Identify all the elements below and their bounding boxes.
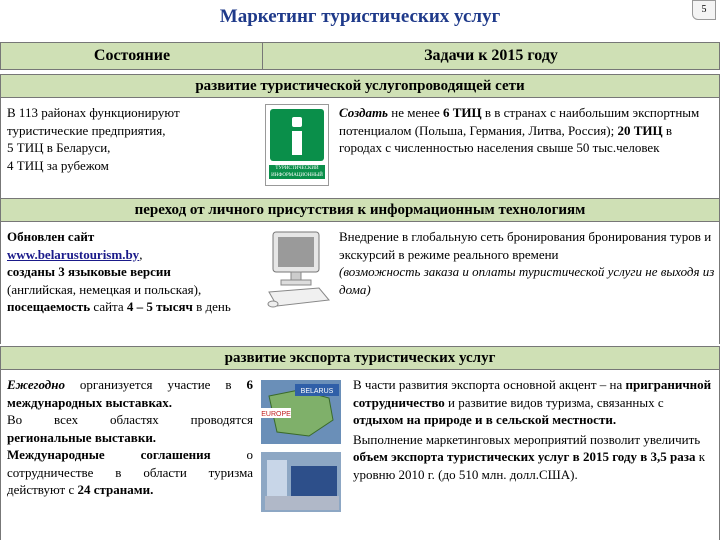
it-status-text-day: в день <box>192 299 231 314</box>
network-task-text-2: в в странах с наибольшим экспортным потенциалом (Польша, Германия, Литва, Россия); <box>339 105 700 138</box>
export-agreements: Международные соглашения <box>7 447 211 462</box>
export-text-2: Во всех областях проводятся <box>7 412 253 427</box>
export-task-text <box>353 376 717 483</box>
it-status-visits-value: 4 – 5 тысяч <box>126 299 193 314</box>
page-number: 5 <box>692 0 716 20</box>
it-task-text <box>339 228 717 298</box>
column-header-tasks: Задачи к 2015 году <box>424 47 558 64</box>
network-task-text <box>339 104 717 157</box>
export-task-border: приграничной сотрудничество <box>353 377 712 410</box>
it-task-online-order: (возможность заказа и оплаты туристической услуги не выходя из дома) <box>339 264 715 297</box>
section-band-network: развитие туристической услугопроводящей сети <box>0 74 720 98</box>
export-regional: региональные выставки. <box>7 429 157 445</box>
export-task-nature: отдыхом на природе и в сельской местности. <box>353 412 617 427</box>
network-status-line-4: 4 ТИЦ за рубежом <box>7 157 109 173</box>
export-task-text-2: и развитие видов туризма, связанных с <box>444 394 664 410</box>
export-task-volume: объем экспорта туристических услуг в 2015 году в 3,5 раза <box>353 449 696 464</box>
export-24-countries: 24 странами. <box>77 482 154 497</box>
site-link[interactable]: www.belarustourism.by <box>7 246 140 262</box>
it-status-line-1: Обновлен сайт <box>7 229 95 244</box>
column-header-row <box>0 42 720 70</box>
network-task-6tic: 6 ТИЦ <box>442 105 482 120</box>
network-task-text-1: не менее <box>388 105 443 120</box>
network-task-20tic: 20 ТИЦ <box>617 122 663 138</box>
network-task-text-3: в городах с численностью населения свыше 50 тыс.человек <box>339 122 672 155</box>
network-task-create: Создать <box>339 105 388 120</box>
section-it <box>0 222 720 344</box>
it-status-text-site: сайта <box>90 299 127 314</box>
section-export <box>0 370 720 540</box>
export-text-3: о сотрудничестве в области туризма действуют с <box>7 447 253 497</box>
it-status-line-4: (английская, немецкая и польская), <box>7 281 202 297</box>
export-task-text-3: Выполнение маркетинговых мероприятий позволит увеличить <box>353 431 701 447</box>
network-status-line-3: 5 ТИЦ в Беларуси, <box>7 140 111 155</box>
section-band-export: развитие экспорта туристических услуг <box>0 346 720 370</box>
it-status-line-3: созданы 3 языковые версии <box>7 264 171 279</box>
it-status-text <box>7 228 259 316</box>
network-status-line-1: В 113 районах функционируют <box>7 105 180 120</box>
export-yearly: Ежегодно <box>7 377 65 392</box>
tic-icon-caption: ТУРИСТИЧЕСКИЙ ИНФОРМАЦИОННЫЙ <box>269 165 325 179</box>
network-status-line-2: туристические предприятия, <box>7 122 166 138</box>
export-text-1: организуется участие в <box>64 377 247 392</box>
tic-info-icon <box>265 104 329 186</box>
export-task-text-1: В части развития экспорта основной акцент – на <box>353 377 626 392</box>
column-header-state: Состояние <box>93 47 171 64</box>
export-task-text-4: к уровню 2010 г. (до 510 млн. долл.США). <box>353 449 706 482</box>
europe-label: EUROPE <box>261 411 291 418</box>
exhibition-photo-collage <box>259 376 343 516</box>
it-status-visits-label: посещаемость <box>7 299 91 314</box>
export-6-exhibitions: 6 международных выставках. <box>7 377 253 410</box>
export-status-text <box>7 376 253 499</box>
belarus-label: BELARUS <box>300 388 334 395</box>
section-network <box>0 98 720 198</box>
computer-icon <box>263 228 331 314</box>
section-band-it: переход от личного присутствия к информационным технологиям <box>0 198 720 222</box>
it-task-booking: Внедрение в глобальную сеть бронирования бронирования туров и экскурсий в режиме реального времени <box>339 229 712 262</box>
network-status-text <box>7 104 257 174</box>
column-divider <box>262 43 263 69</box>
page-title: Маркетинг туристических услуг <box>219 6 501 27</box>
it-status-comma: , <box>139 246 143 262</box>
